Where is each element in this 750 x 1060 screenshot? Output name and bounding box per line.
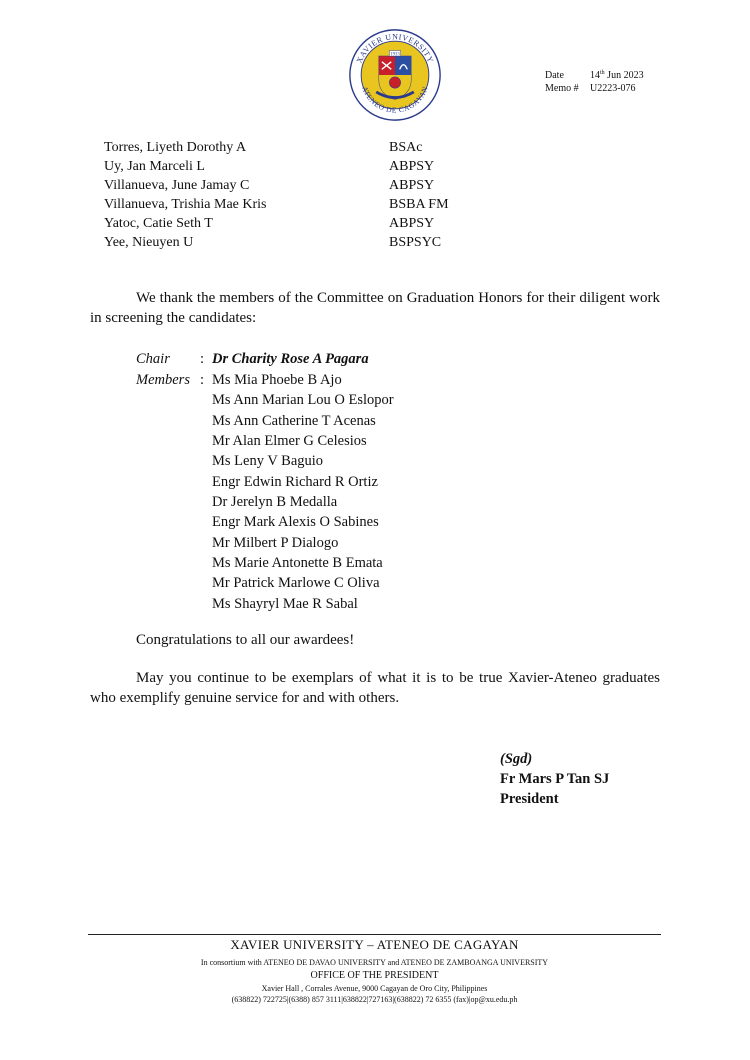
memo-line <box>545 83 636 94</box>
member-name: Ms Shayryl Mae R Sabal <box>212 596 358 612</box>
university-seal <box>348 28 442 122</box>
date-day: 14 <box>590 70 600 81</box>
student-program: ABPSY <box>389 159 435 174</box>
member-name: Mr Patrick Marlowe C Oliva <box>212 575 380 591</box>
member-name: Ms Ann Catherine T Acenas <box>212 413 376 429</box>
thanks-paragraph: We thank the members of the Committee on Graduation Honors for their diligent work in screening the candidates: <box>90 290 660 326</box>
student-name: Villanueva, June Jamay C <box>104 178 250 193</box>
footer-address: Xavier Hall , Corrales Avenue, 9000 Cagayan de Oro City, Philippines <box>261 984 488 993</box>
congrats-paragraph: Congratulations to all our awardees! <box>136 632 355 648</box>
chair-colon: : <box>200 351 205 367</box>
signatory-name: Fr Mars P Tan SJ <box>500 771 610 787</box>
members-colon: : <box>200 372 205 388</box>
seal-year: 1933 <box>390 52 400 58</box>
closing-paragraph: May you continue to be exemplars of what it is to be true Xavier-Ateneo graduates who exemplify genuine service for and with others. <box>90 670 660 706</box>
footer-divider <box>88 934 661 935</box>
members-label: Members <box>136 372 190 388</box>
student-name: Villanueva, Trishia Mae Kris <box>104 197 267 212</box>
footer-consortium: In consortium with ATENEO DE DAVAO UNIVERSITY and ATENEO DE ZAMBOANGA UNIVERSITY <box>200 958 549 967</box>
footer-office: OFFICE OF THE PRESIDENT <box>310 970 439 981</box>
chair-name: Dr Charity Rose A Pagara <box>212 351 369 367</box>
student-name: Yee, Nieuyen U <box>104 235 194 250</box>
student-program: BSBA FM <box>389 197 449 212</box>
member-name: Ms Leny V Baguio <box>212 453 324 469</box>
student-name: Uy, Jan Marceli L <box>104 159 205 174</box>
seal-top-text: XAVIER UNIVERSITY <box>354 32 436 65</box>
signatory-title: President <box>500 791 559 807</box>
date-suffix: th <box>600 70 605 76</box>
member-name: Mr Alan Elmer G Celesios <box>212 433 367 449</box>
date-line <box>545 70 644 81</box>
student-program: ABPSY <box>389 178 435 193</box>
member-name: Engr Mark Alexis O Sabines <box>212 514 379 530</box>
student-program: ABPSY <box>389 216 435 231</box>
student-program: BSAc <box>389 140 423 155</box>
member-name: Dr Jerelyn B Medalla <box>212 494 338 510</box>
chair-label: Chair <box>136 351 170 367</box>
date-rest: Jun 2023 <box>607 70 644 81</box>
footer-contact: (638822) 722725|(6388) 857 3111|638822|727163|(638822) 72 6355 (fax)|op@xu.edu.ph <box>231 995 518 1004</box>
signed-mark: (Sgd) <box>500 751 533 767</box>
seal-bottom-text: ATENEO DE CAGAYAN <box>360 85 430 115</box>
member-name: Engr Edwin Richard R Ortiz <box>212 474 378 490</box>
student-program: BSPSYC <box>389 235 442 250</box>
date-label: Date <box>545 70 564 81</box>
footer-university: XAVIER UNIVERSITY – ATENEO DE CAGAYAN <box>230 937 519 952</box>
memo-number: U2223-076 <box>590 83 636 94</box>
member-name: Mr Milbert P Dialogo <box>212 535 339 551</box>
memo-label: Memo # <box>545 83 579 94</box>
member-name: Ms Marie Antonette B Emata <box>212 555 383 571</box>
student-name: Torres, Liyeth Dorothy A <box>104 140 247 155</box>
student-name: Yatoc, Catie Seth T <box>104 216 213 231</box>
member-name: Ms Mia Phoebe B Ajo <box>212 372 342 388</box>
member-name: Ms Ann Marian Lou O Eslopor <box>212 392 394 408</box>
